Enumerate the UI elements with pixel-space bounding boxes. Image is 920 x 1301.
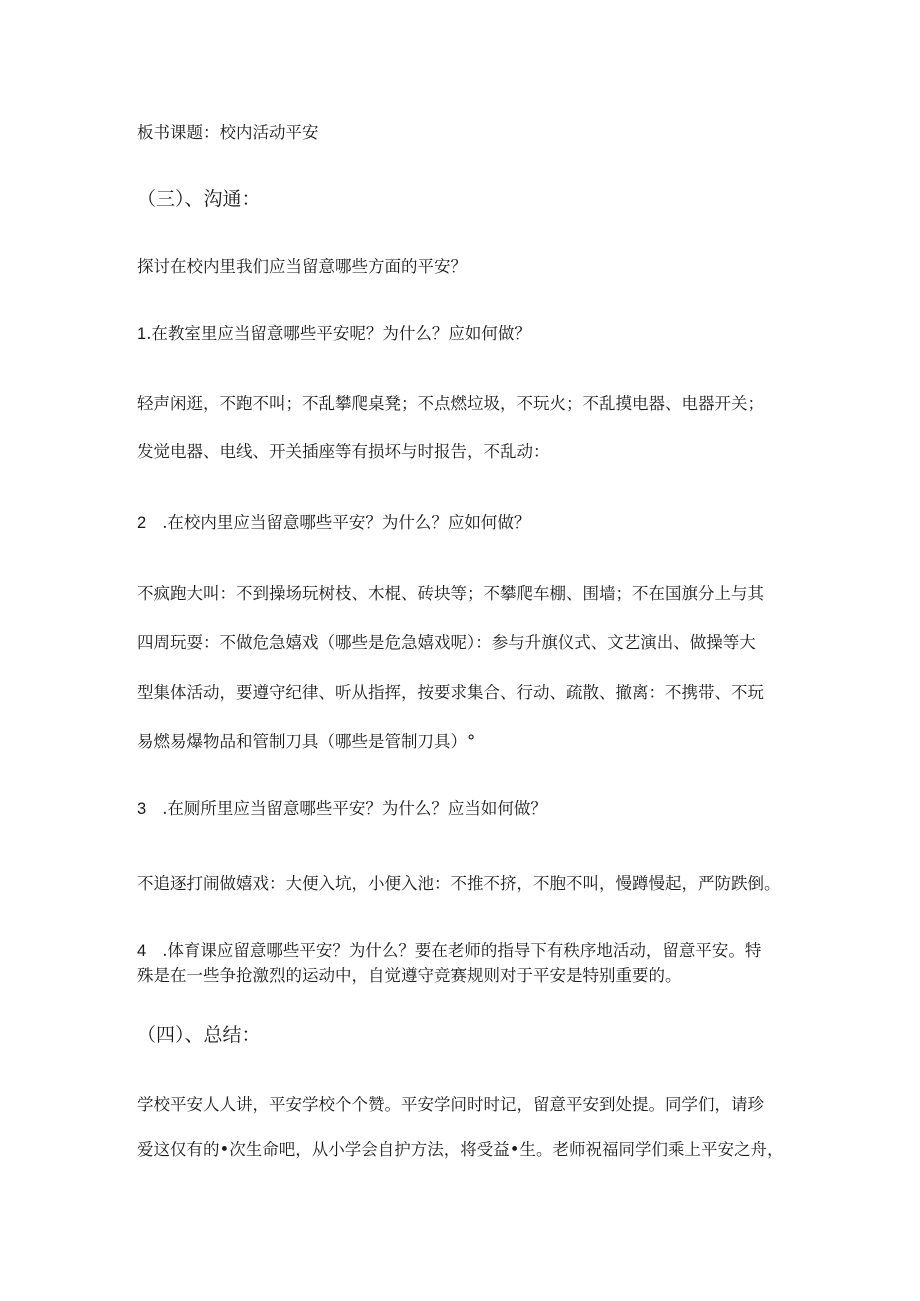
question-3 — [137, 798, 547, 820]
question-4-text-1: .体育课应留意哪些平安？为什么？要在老师的指导下有秩序地活动，留意平安。特 — [162, 941, 762, 960]
question-3-number: 3 — [137, 800, 147, 818]
section-3-intro: 探讨在校内里我们应当留意哪些方面的平安？ — [137, 257, 467, 276]
question-1-number: 1 — [137, 325, 147, 343]
answer-2-line-1: 不疯跑大叫：不到操场玩树枝、木棍、砖块等；不攀爬车棚、围墙；不在国旗分上与其 — [137, 584, 764, 603]
question-2-text: .在校内里应当留意哪些平安？为什么？应如何做？ — [162, 513, 531, 532]
board-title: 板书课题：校内活动平安 — [137, 123, 319, 142]
question-2 — [137, 512, 530, 534]
summary-line-1: 学校平安人人讲，平安学校个个赞。平安学问时时记，留意平安到处提。同学们，请珍 — [137, 1095, 764, 1114]
answer-2-line-2: 四周玩耍：不做危急嬉戏（哪些是危急嬉戏呢）：参与升旗仪式、文艺演出、做操等大 — [137, 633, 756, 652]
question-2-number: 2 — [137, 514, 147, 532]
section-4-heading: （四）、总结： — [137, 1024, 261, 1046]
answer-2-line-4: 易燃易爆物品和管制刀具（哪些是管制刀具）° — [137, 732, 476, 751]
section-3-heading: （三）、沟通： — [137, 188, 261, 210]
question-4-line-2: 殊是在一些争抢激烈的运动中，自觉遵守竞赛规则对于平安是特别重要的。 — [137, 966, 682, 985]
question-3-text: .在厕所里应当留意哪些平安？为什么？应当如何做？ — [162, 799, 547, 818]
question-1-text: .在教室里应当留意哪些平安呢？为什么？应如何做？ — [146, 324, 531, 343]
answer-1-line-1: 轻声闲逛，不跑不叫；不乱攀爬桌凳；不点燃垃圾，不玩火；不乱摸电器、电器开关； — [137, 394, 764, 413]
answer-3-line-1: 不追逐打闹做嬉戏：大便入坑，小便入池：不推不挤，不胞不叫，慢蹲慢起，严防跌倒。 — [137, 874, 781, 893]
question-1 — [137, 323, 531, 345]
question-4-line-1 — [137, 940, 761, 962]
question-4-number: 4 — [137, 942, 147, 960]
answer-1-line-2: 发觉电器、电线、开关插座等有损坏与时报告，不乱动： — [137, 442, 550, 461]
summary-line-2: 爱这仅有的•次生命吧，从小学会自护方法，将受益•生。老师祝福同学们乘上平安之舟， — [137, 1140, 784, 1159]
answer-2-line-3: 型集体活动，要遵守纪律、听从指挥，按要求集合、行动、疏散、撤离：不携带、不玩 — [137, 683, 764, 702]
